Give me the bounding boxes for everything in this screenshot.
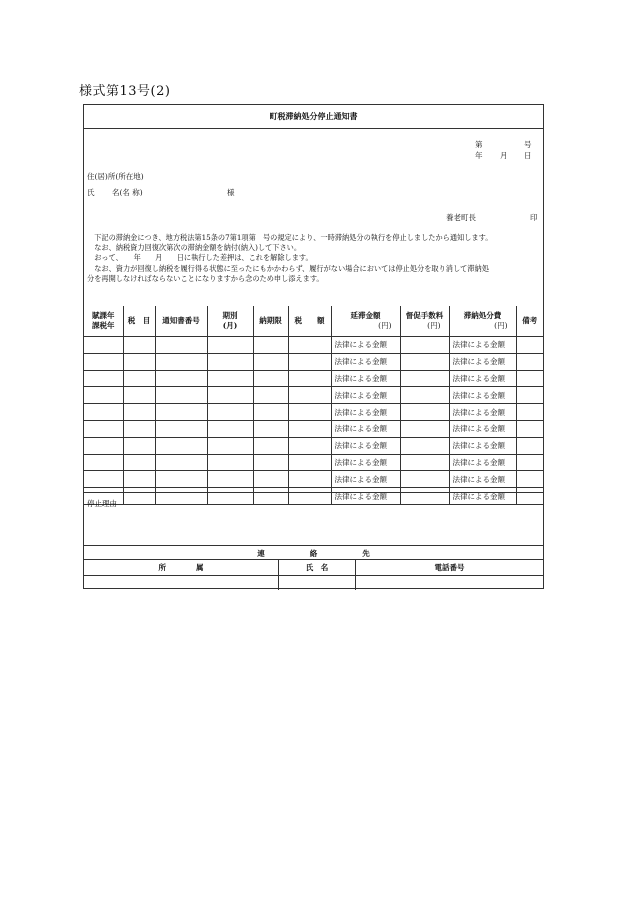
yen-unit: (円): [378, 321, 392, 330]
table-cell: [207, 387, 253, 404]
table-cell: [207, 337, 253, 354]
legal-amount-cell: 法律による金額: [449, 353, 516, 370]
date-year-label: 年: [475, 151, 483, 160]
table-cell: [123, 420, 155, 437]
issuer-name: 養老町長: [446, 213, 476, 222]
table-cell: [155, 353, 207, 370]
notice-line: なお、納税資力回復次第次の滞納金額を納付(納入)して下さい。: [87, 243, 302, 253]
table-cell: [253, 420, 288, 437]
legal-amount-cell: 法律による金額: [331, 437, 400, 454]
year-header: 賦課年 課税年: [84, 306, 123, 337]
table-cell: [84, 471, 123, 488]
legal-amount-cell: 法律による金額: [331, 337, 400, 354]
table-cell: [400, 370, 449, 387]
table-cell: [123, 387, 155, 404]
address-label: 住(居)所(所在地): [87, 172, 144, 181]
late-fee-header: 延滞金額 (円): [331, 306, 400, 337]
name-mei-label: 名(名 称): [112, 188, 143, 197]
contact-table: [84, 560, 543, 590]
table-cell: [84, 454, 123, 471]
table-cell: [400, 353, 449, 370]
table-cell: [84, 337, 123, 354]
table-cell: [84, 437, 123, 454]
legal-amount-cell: 法律による金額: [449, 437, 516, 454]
table-cell: [288, 353, 331, 370]
legal-amount-cell: 法律による金額: [449, 404, 516, 421]
table-cell: [516, 337, 543, 354]
table-cell: [516, 437, 543, 454]
table-cell: [155, 454, 207, 471]
table-row: [84, 454, 543, 471]
yen-unit: (円): [494, 321, 508, 330]
table-cell: [516, 420, 543, 437]
legal-amount-cell: 法律による金額: [331, 471, 400, 488]
legal-amount-cell: 法律による金額: [331, 353, 400, 370]
table-cell: [400, 420, 449, 437]
notice-line: 分を再開しなければならないことになりますから念のため申し添えます。: [87, 273, 324, 283]
table-cell: [516, 404, 543, 421]
table-cell: [288, 420, 331, 437]
table-cell: [155, 370, 207, 387]
legal-amount-cell: 法律による金額: [449, 370, 516, 387]
table-cell: [253, 437, 288, 454]
tax-amount-header: 税 額: [288, 306, 331, 337]
contact-row-divider: [84, 575, 543, 576]
legal-amount-cell: 法律による金額: [449, 387, 516, 404]
notice-line: なお、資力が回復し納税を履行得る状態に至ったにもかかわらず、履行がない場合においては停止処分を取り消して滞納処: [87, 263, 489, 273]
table-row: [84, 353, 543, 370]
table-cell: [123, 353, 155, 370]
table-header-row: [84, 306, 543, 337]
table-cell: [253, 387, 288, 404]
date-day-label: 日: [524, 151, 532, 160]
legal-amount-cell: 法律による金額: [331, 370, 400, 387]
disposal-fee-header: 滞納処分費 (円): [449, 306, 516, 337]
table-cell: [84, 370, 123, 387]
table-cell: [207, 454, 253, 471]
table-cell: [207, 370, 253, 387]
name-shi-label: 氏: [87, 188, 95, 197]
tax-table: [84, 306, 543, 505]
table-cell: [288, 454, 331, 471]
table-cell: [123, 404, 155, 421]
table-cell: [207, 420, 253, 437]
legal-amount-cell: 法律による金額: [449, 471, 516, 488]
table-cell: [400, 454, 449, 471]
table-cell: [516, 387, 543, 404]
table-cell: [400, 337, 449, 354]
contact-name-label: 氏 名: [305, 563, 329, 572]
legal-amount-cell: 法律による金額: [331, 387, 400, 404]
legal-amount-cell: 法律による金額: [331, 404, 400, 421]
table-cell: [84, 387, 123, 404]
form-number: 様式第13号(2): [79, 84, 171, 99]
table-cell: [288, 437, 331, 454]
legal-amount-cell: 法律による金額: [331, 420, 400, 437]
table-cell: [207, 404, 253, 421]
legal-amount-cell: 法律による金額: [449, 420, 516, 437]
table-cell: [155, 437, 207, 454]
date-month-label: 月: [500, 151, 508, 160]
table-cell: [123, 337, 155, 354]
table-cell: [253, 404, 288, 421]
table-cell: [155, 471, 207, 488]
table-cell: [516, 454, 543, 471]
table-row: [84, 387, 543, 404]
table-cell: [123, 437, 155, 454]
table-row: [84, 370, 543, 387]
legal-amount-cell: 法律による金額: [449, 488, 516, 505]
form-title: 町税滞納処分停止通知書: [84, 105, 543, 129]
legal-amount-cell: 法律による金額: [449, 337, 516, 354]
table-cell: [253, 454, 288, 471]
table-cell: [288, 404, 331, 421]
period-header: 期別 (月): [207, 306, 253, 337]
table-cell: [207, 471, 253, 488]
table-cell: [253, 471, 288, 488]
table-cell: [84, 404, 123, 421]
notice-number-header: 通知書番号: [155, 306, 207, 337]
contact-header: [84, 545, 543, 560]
issuer-seal: 印: [530, 213, 538, 222]
table-cell: [516, 370, 543, 387]
table-cell: [123, 471, 155, 488]
reminder-fee-header: 督促手数料 (円): [400, 306, 449, 337]
table-cell: [123, 370, 155, 387]
table-cell: [155, 404, 207, 421]
name-sama-label: 様: [227, 188, 235, 197]
phone-label: 電話番号: [434, 563, 465, 572]
table-cell: [155, 337, 207, 354]
table-row: [84, 437, 543, 454]
table-cell: [288, 471, 331, 488]
table-row: [84, 420, 543, 437]
table-cell: [253, 353, 288, 370]
contact-label: 連 絡 先: [257, 549, 370, 558]
number-dai-label: 第: [475, 140, 483, 149]
notice-form: [83, 104, 544, 589]
notice-line: 下記の滞納金につき、地方税法第15条の7第1項第 号の規定により、一時滞納処分の執行を停止しましたから通知します。: [87, 233, 493, 242]
stop-reason-label: 停止理由: [87, 499, 117, 508]
notice-line: おって、 年 月 日に執行した差押は、これを解除します。: [87, 253, 313, 263]
table-cell: [84, 420, 123, 437]
table-cell: [84, 353, 123, 370]
number-go-label: 号: [524, 140, 532, 149]
affiliation-label: 所 属: [158, 563, 204, 572]
stop-reason-section: [84, 492, 543, 546]
table-cell: [400, 471, 449, 488]
table-cell: [123, 454, 155, 471]
table-cell: [288, 370, 331, 387]
table-cell: [288, 387, 331, 404]
remarks-header: 備考: [516, 306, 543, 337]
table-cell: [207, 353, 253, 370]
table-cell: [155, 420, 207, 437]
table-cell: [516, 471, 543, 488]
legal-amount-cell: 法律による金額: [331, 488, 400, 505]
table-cell: [516, 353, 543, 370]
table-cell: [400, 437, 449, 454]
table-cell: [400, 404, 449, 421]
yen-unit: (円): [427, 321, 441, 330]
tax-item-header: 税 目: [123, 306, 155, 337]
legal-amount-cell: 法律による金額: [331, 454, 400, 471]
table-cell: [400, 387, 449, 404]
table-cell: [155, 387, 207, 404]
table-row: [84, 404, 543, 421]
table-row: [84, 471, 543, 488]
table-cell: [288, 337, 331, 354]
legal-amount-cell: 法律による金額: [449, 454, 516, 471]
table-cell: [207, 437, 253, 454]
table-cell: [253, 337, 288, 354]
due-date-header: 納期限: [253, 306, 288, 337]
notice-text: [87, 233, 542, 284]
table-row: [84, 337, 543, 354]
table-cell: [253, 370, 288, 387]
